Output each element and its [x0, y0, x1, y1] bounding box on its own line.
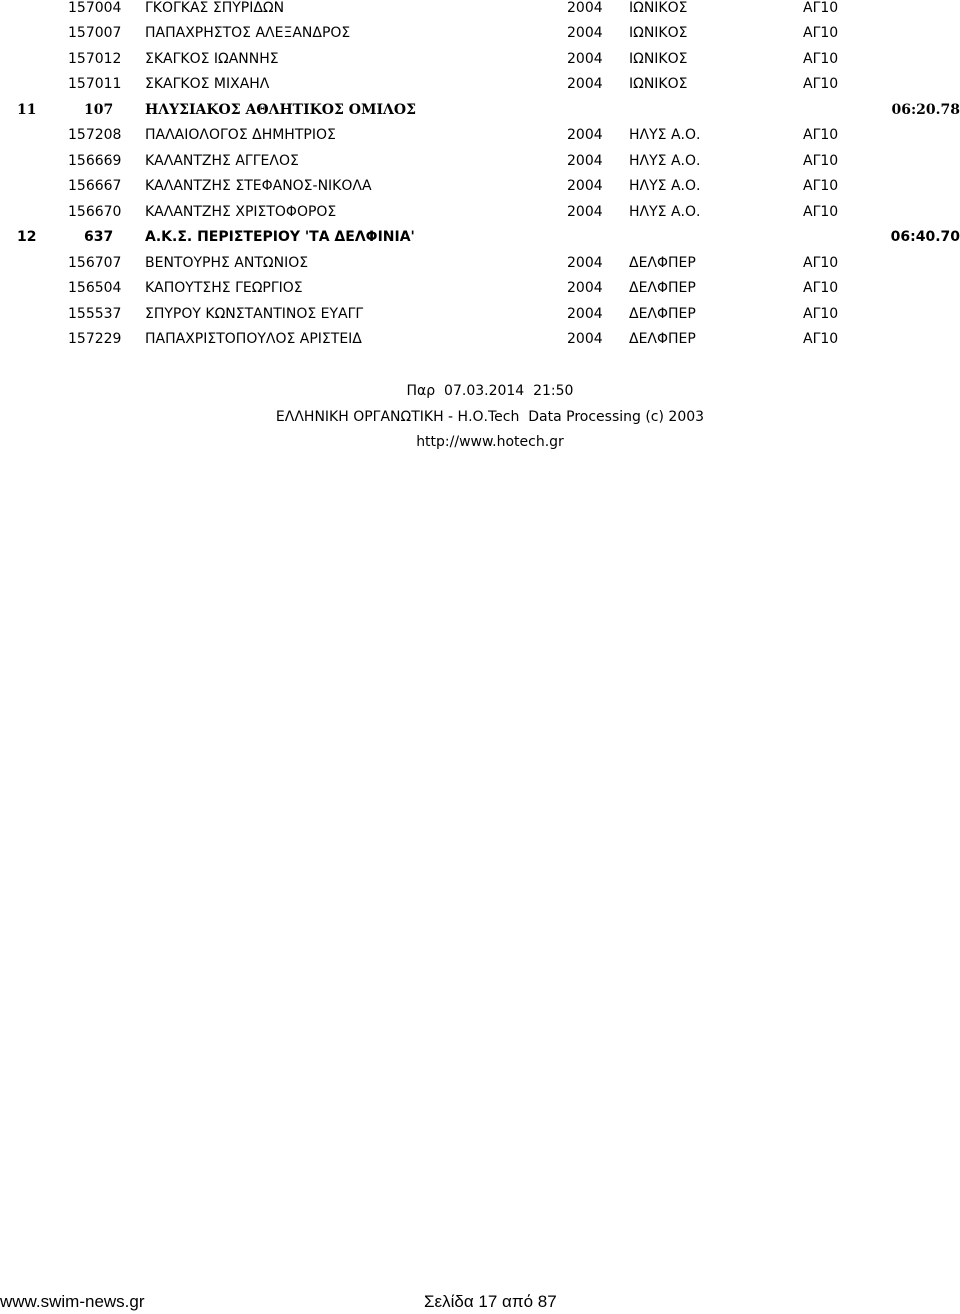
swimmer-name: ΣΚΑΓΚΟΣ ΜΙΧΑΗΛ [145, 76, 270, 92]
footer-site-link[interactable]: www.swim-news.gr [0, 1292, 145, 1311]
table-row [0, 200, 960, 224]
club-code: ΙΩΝΙΚΟΣ [629, 0, 688, 16]
birth-year: 2004 [567, 280, 603, 296]
birth-year: 2004 [567, 76, 603, 92]
swimmer-id: 157012 [68, 51, 122, 67]
swimmer-name: ΣΚΑΓΚΟΣ ΙΩΑΝΝΗΣ [145, 51, 279, 67]
swimmer-id: 156707 [68, 255, 122, 271]
team-rank: 12 [17, 229, 37, 245]
swimmer-id: 157011 [68, 76, 122, 92]
club-code: ΗΛΥΣ Α.Ο. [629, 178, 701, 194]
swimmer-name: ΚΑΛΑΝΤΖΗΣ ΧΡΙΣΤΟΦΟΡΟΣ [145, 204, 337, 220]
team-header-row [0, 98, 960, 122]
swimmer-name: ΣΠΥΡΟΥ ΚΩΝΣΤΑΝΤΙΝΟΣ ΕΥΑΓΓ [145, 306, 364, 322]
team-name: Α.Κ.Σ. ΠΕΡΙΣΤΕΡΙΟΥ 'ΤΑ ΔΕΛΦΙΝΙΑ' [145, 229, 415, 245]
swimmer-name: ΚΑΛΑΝΤΖΗΣ ΣΤΕΦΑΝΟΣ-ΝΙΚΟΛΑ [145, 178, 372, 194]
category: ΑΓ10 [803, 0, 839, 16]
table-row [0, 123, 960, 147]
category: ΑΓ10 [803, 51, 839, 67]
page-number: Σελίδα 17 από 87 [424, 1292, 557, 1311]
category: ΑΓ10 [803, 255, 839, 271]
team-number: 107 [84, 102, 114, 118]
swimmer-name: ΠΑΠΑΧΡΙΣΤΟΠΟΥΛΟΣ ΑΡΙΣΤΕΙΔ [145, 331, 362, 347]
category: ΑΓ10 [803, 280, 839, 296]
birth-year: 2004 [567, 25, 603, 41]
birth-year: 2004 [567, 0, 603, 16]
team-number: 637 [84, 229, 114, 245]
swimmer-name: ΒΕΝΤΟΥΡΗΣ ΑΝΤΩΝΙΟΣ [145, 255, 309, 271]
category: ΑΓ10 [803, 204, 839, 220]
swimmer-name: ΓΚΟΓΚΑΣ ΣΠΥΡΙΔΩΝ [145, 0, 285, 16]
category: ΑΓ10 [803, 76, 839, 92]
swimmer-id: 156504 [68, 280, 122, 296]
club-code: ΔΕΛΦΠΕΡ [629, 280, 696, 296]
club-code: ΗΛΥΣ Α.Ο. [629, 204, 701, 220]
birth-year: 2004 [567, 153, 603, 169]
report-company: ΕΛΛΗΝΙΚΗ ΟΡΓΑΝΩΤΙΚΗ - Η.Ο.Tech Data Processing (c) 2003 [275, 409, 705, 425]
team-header-row [0, 225, 960, 249]
table-row [0, 174, 960, 198]
swimmer-id: 157208 [68, 127, 122, 143]
birth-year: 2004 [567, 51, 603, 67]
report-url[interactable]: http://www.hotech.gr [416, 434, 564, 450]
table-row [0, 302, 960, 326]
swimmer-id: 157229 [68, 331, 122, 347]
report-datetime: Παρ 07.03.2014 21:50 [406, 383, 574, 399]
birth-year: 2004 [567, 204, 603, 220]
swimmer-name: ΚΑΛΑΝΤΖΗΣ ΑΓΓΕΛΟΣ [145, 153, 299, 169]
category: ΑΓ10 [803, 25, 839, 41]
team-name: ΗΛΥΣΙΑΚΟΣ ΑΘΛΗΤΙΚΟΣ ΟΜΙΛΟΣ [145, 102, 416, 118]
table-row [0, 251, 960, 275]
team-time: 06:20.78 [891, 102, 960, 118]
swimmer-id: 157007 [68, 25, 122, 41]
table-row [0, 21, 960, 45]
category: ΑΓ10 [803, 127, 839, 143]
table-row [0, 0, 960, 20]
table-row [0, 327, 960, 351]
club-code: ΗΛΥΣ Α.Ο. [629, 127, 701, 143]
category: ΑΓ10 [803, 306, 839, 322]
swimmer-id: 156670 [68, 204, 122, 220]
club-code: ΔΕΛΦΠΕΡ [629, 331, 696, 347]
swimmer-name: ΠΑΠΑΧΡΗΣΤΟΣ ΑΛΕΞΑΝΔΡΟΣ [145, 25, 351, 41]
category: ΑΓ10 [803, 331, 839, 347]
team-rank: 11 [17, 102, 37, 118]
swimmer-id: 156667 [68, 178, 122, 194]
club-code: ΔΕΛΦΠΕΡ [629, 255, 696, 271]
team-time: 06:40.70 [890, 229, 960, 245]
category: ΑΓ10 [803, 153, 839, 169]
table-row [0, 276, 960, 300]
table-row [0, 72, 960, 96]
birth-year: 2004 [567, 127, 603, 143]
birth-year: 2004 [567, 306, 603, 322]
swimmer-name: ΠΑΛΑΙΟΛΟΓΟΣ ΔΗΜΗΤΡΙΟΣ [145, 127, 336, 143]
club-code: ΗΛΥΣ Α.Ο. [629, 153, 701, 169]
table-row [0, 149, 960, 173]
swimmer-id: 157004 [68, 0, 122, 16]
birth-year: 2004 [567, 331, 603, 347]
club-code: ΔΕΛΦΠΕΡ [629, 306, 696, 322]
club-code: ΙΩΝΙΚΟΣ [629, 25, 688, 41]
swimmer-id: 155537 [68, 306, 122, 322]
table-row [0, 47, 960, 71]
club-code: ΙΩΝΙΚΟΣ [629, 51, 688, 67]
swimmer-id: 156669 [68, 153, 122, 169]
club-code: ΙΩΝΙΚΟΣ [629, 76, 688, 92]
swimmer-name: ΚΑΠΟΥΤΣΗΣ ΓΕΩΡΓΙΟΣ [145, 280, 303, 296]
birth-year: 2004 [567, 255, 603, 271]
birth-year: 2004 [567, 178, 603, 194]
category: ΑΓ10 [803, 178, 839, 194]
